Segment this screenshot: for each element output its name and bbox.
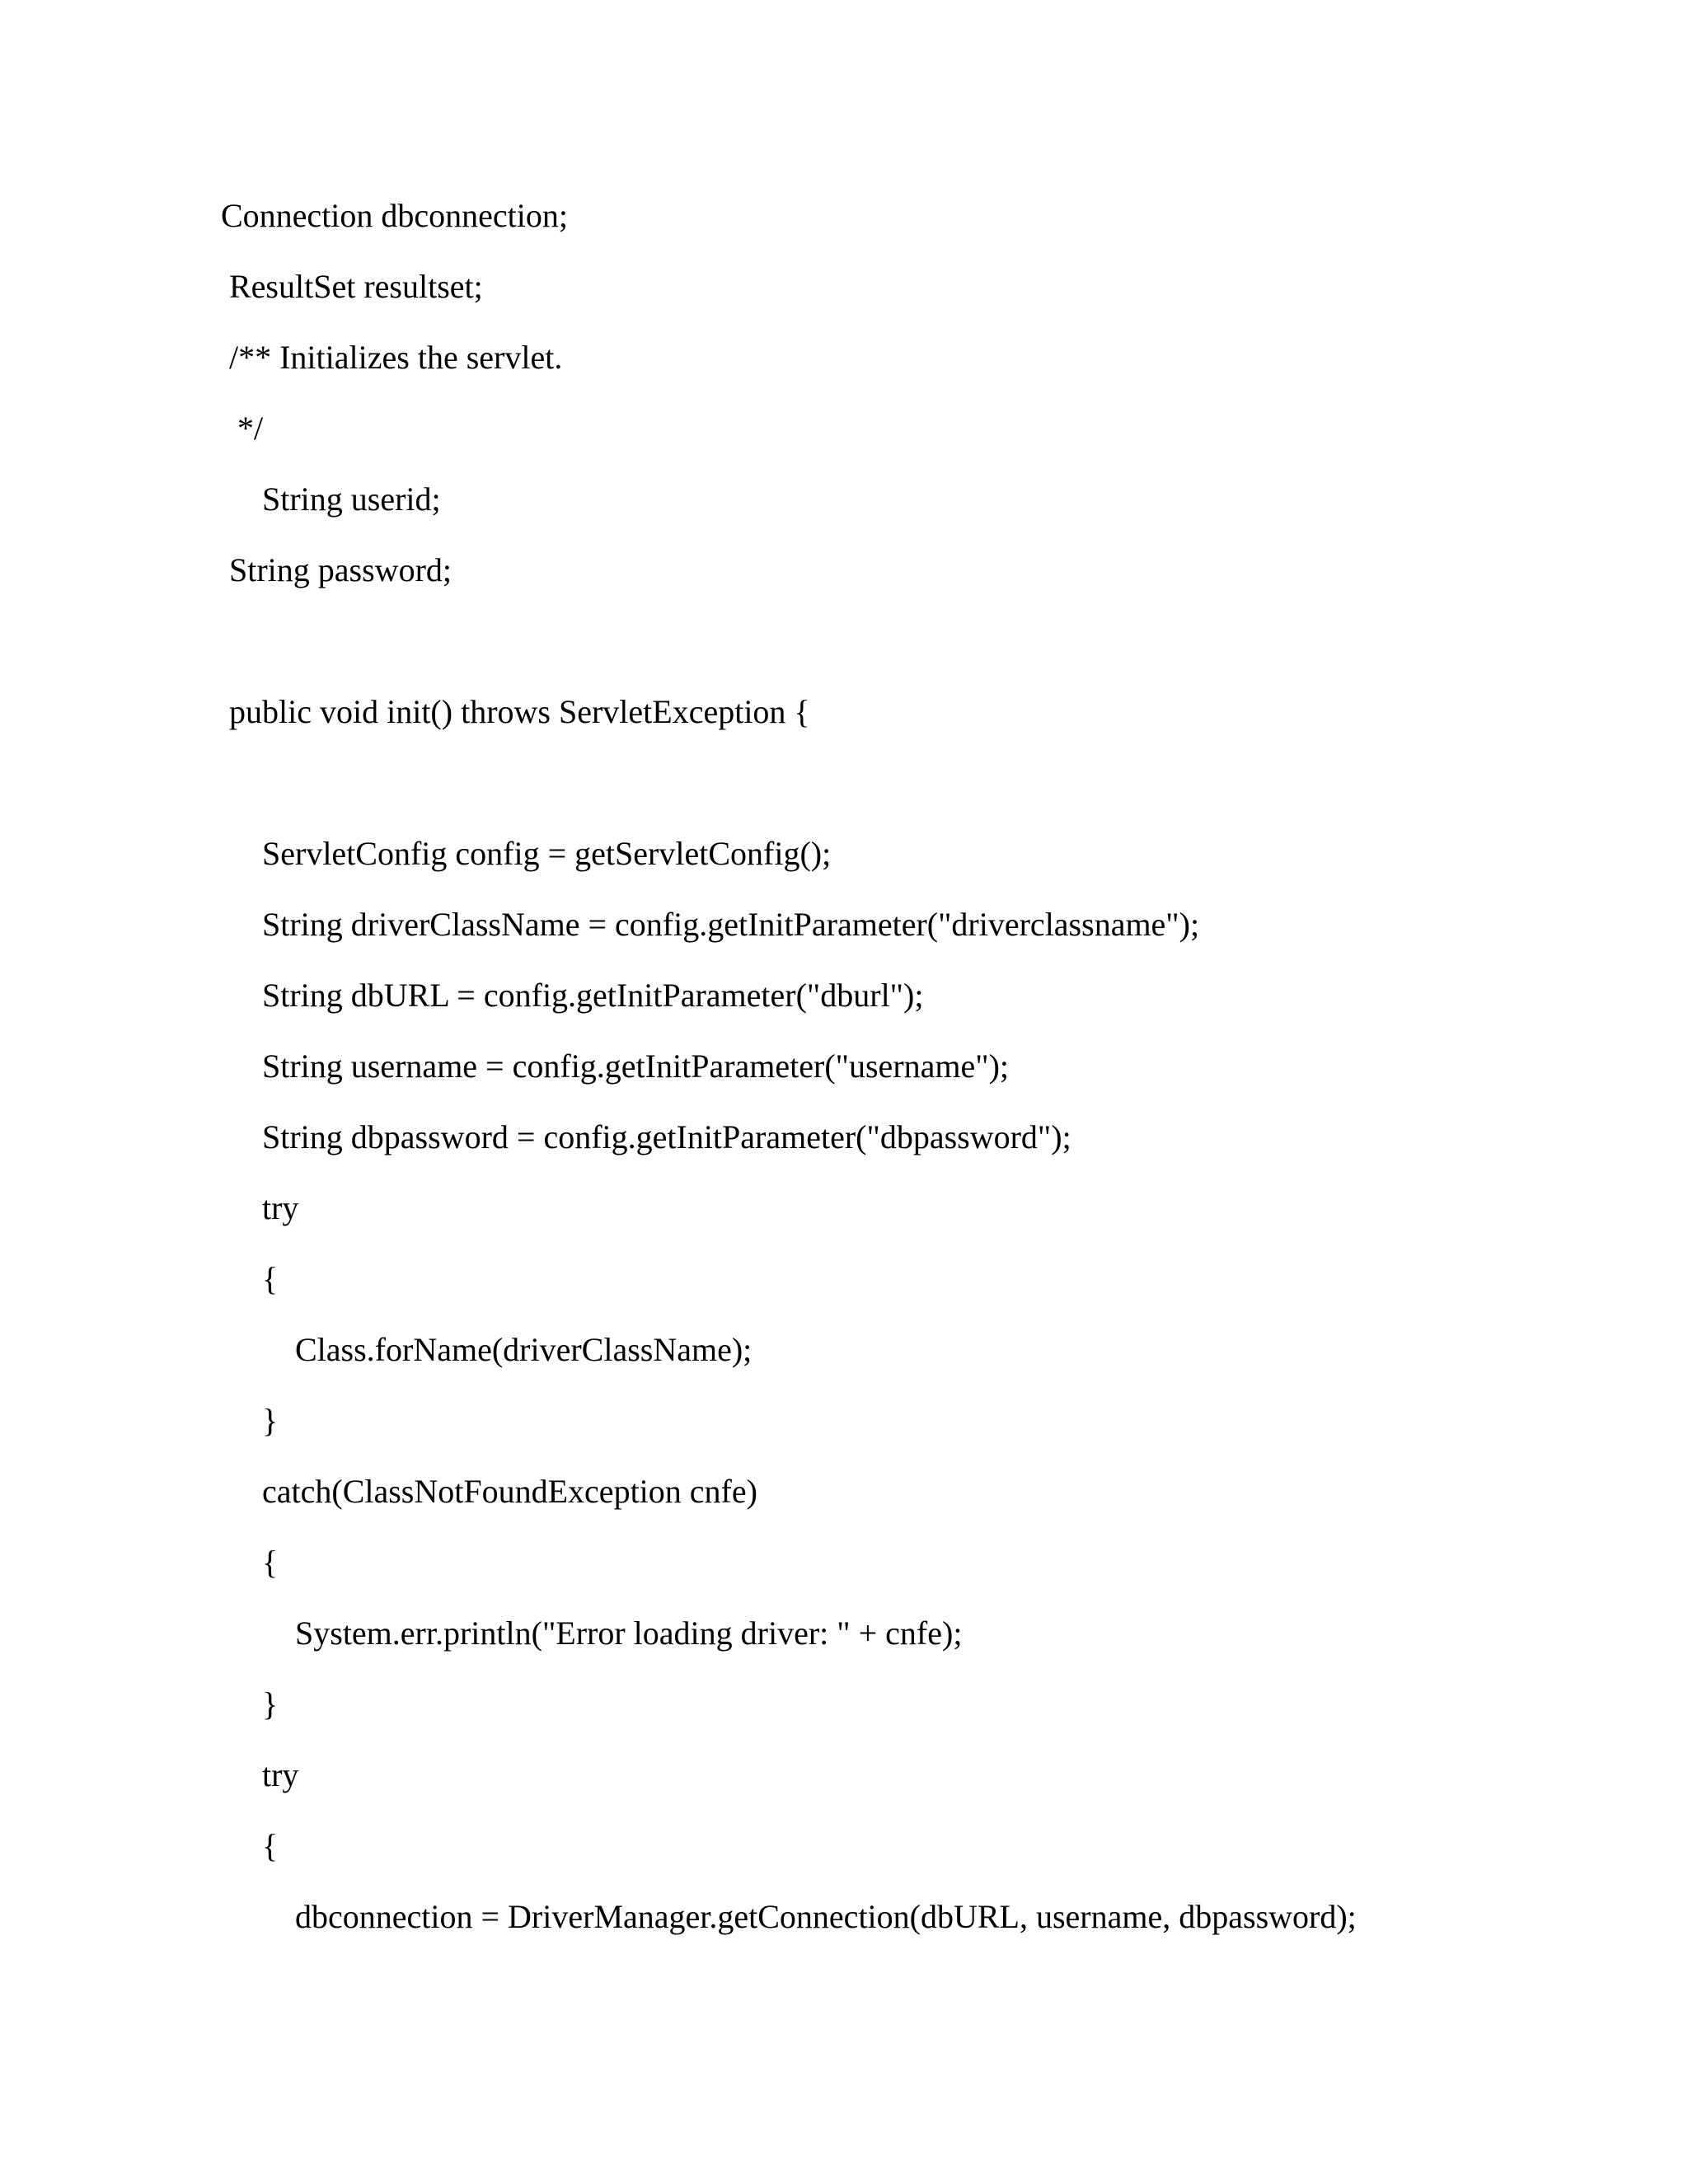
code-line: String userid; (262, 480, 441, 518)
code-line: } (262, 1402, 279, 1439)
code-line: String dbpassword = config.getInitParameter("dbpassword"); (262, 1118, 1071, 1155)
code-line: catch(ClassNotFoundException cnfe) (262, 1473, 757, 1510)
code-line: try (262, 1756, 299, 1793)
code-line: dbconnection = DriverManager.getConnection(dbURL, username, dbpassword); (295, 1898, 1357, 1935)
code-line: Class.forName(driverClassName); (295, 1331, 753, 1368)
code-comment-line: /** Initializes the servlet. (229, 339, 563, 376)
code-line: ResultSet resultset; (229, 268, 483, 305)
code-line: { (262, 1827, 279, 1864)
code-line: { (262, 1544, 279, 1581)
code-line: String dbURL = config.getInitParameter("dburl"); (262, 977, 924, 1014)
code-line: String driverClassName = config.getInitParameter("driverclassname"); (262, 906, 1200, 943)
code-line: String username = config.getInitParameter("username"); (262, 1047, 1010, 1085)
code-line: String password; (229, 551, 452, 588)
code-line: try (262, 1189, 299, 1226)
code-line: System.err.println("Error loading driver: " + cnfe); (295, 1615, 963, 1652)
code-line: Connection dbconnection; (221, 197, 569, 234)
method-signature-line: public void init() throws ServletException { (229, 693, 810, 730)
code-comment-line: */ (237, 410, 264, 447)
code-line: { (262, 1260, 279, 1297)
code-line: } (262, 1685, 279, 1722)
code-line: ServletConfig config = getServletConfig(); (262, 835, 832, 872)
